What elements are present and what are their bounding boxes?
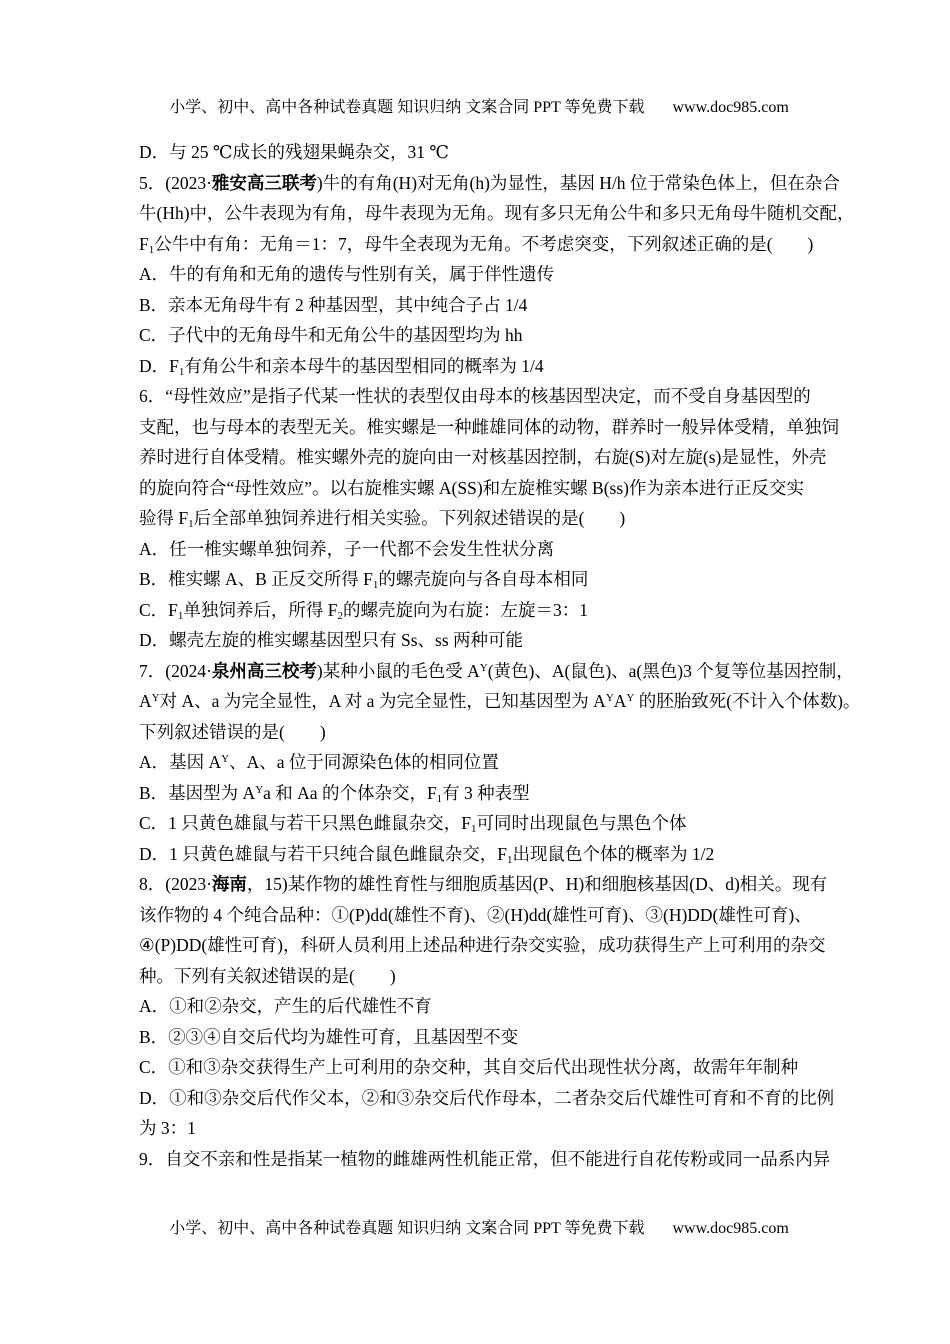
text-line <box>139 747 899 778</box>
text-line <box>139 351 899 382</box>
text-run: )某种小鼠的毛色受 A <box>316 660 480 681</box>
text-run: F <box>139 233 149 254</box>
text-run: A <box>613 691 627 711</box>
text-run: 单独饲养后，所得 F <box>183 599 338 620</box>
text-run: 的螺壳旋向为右旋：左旋＝3：1 <box>343 599 589 620</box>
text-line <box>139 686 899 717</box>
text-line <box>139 259 899 290</box>
bold-text: 泉州高三校考 <box>211 660 317 681</box>
text-line <box>139 991 899 1022</box>
text-line <box>139 381 899 412</box>
text-run: D．螺壳左旋的椎实螺基因型只有 Ss、ss 两种可能 <box>139 630 524 650</box>
text-line <box>139 1083 899 1114</box>
header-text: 小学、初中、高中各种试卷真题 知识归纳 文案合同 PPT 等免费下载 <box>169 99 645 116</box>
text-line <box>139 717 899 748</box>
text-line <box>139 1052 899 1083</box>
superscript-text: Y <box>255 783 264 796</box>
text-run: C．1 只黄色雄鼠与若干只黑色雌鼠杂交，F <box>139 813 472 833</box>
text-run: 的胚胎致死(不计入个体数)。 <box>634 691 861 711</box>
text-run: 7．(2024· <box>139 660 212 681</box>
text-line <box>139 290 899 321</box>
text-run: 种。下列有关叙述错误的是( ) <box>139 965 396 986</box>
text-run: A．①和②杂交，产生的后代雄性不育 <box>139 996 432 1016</box>
text-run: 该作物的 4 个纯合品种：①(P)dd(雄性不育)、②(H)dd(雄性可育)、③(H)DD(雄性可育)、 <box>139 904 812 925</box>
text-line <box>139 1144 899 1175</box>
subscript-text: 1 <box>188 518 194 530</box>
text-line <box>139 930 899 961</box>
subscript-text: 1 <box>177 609 184 622</box>
text-run: 支配，也与母本的表型无关。椎实螺是一种雌雄同体的动物，群养时一般异体受精，单独饲 <box>139 416 839 437</box>
text-run: ，15)某作物的雄性育性与细胞质基因(P、H)和细胞核基因(D、d)相关。现有 <box>246 874 828 894</box>
text-line <box>139 808 899 839</box>
text-line <box>139 656 899 687</box>
text-run: D．1 只黄色雄鼠与若干只纯合鼠色雌鼠杂交，F <box>139 843 507 864</box>
text-line <box>139 320 899 351</box>
subscript-text: 1 <box>372 579 379 591</box>
subscript-text: 1 <box>178 365 185 378</box>
subscript-text: 1 <box>148 243 155 256</box>
text-run: 养时进行自体受精。椎实螺外壳的旋向由一对核基因控制，右旋(S)对左旋(s)是显性，外壳 <box>139 447 827 467</box>
subscript-text: 1 <box>507 853 513 866</box>
text-run: A．基因 A <box>139 752 222 772</box>
superscript-text: Y <box>479 661 488 674</box>
text-run: 出现鼠色个体的概率为 1/2 <box>512 843 715 864</box>
text-line <box>139 778 899 809</box>
text-run: (黄色)、A(鼠色)、a(黑色)3 个复等位基因控制， <box>487 660 854 681</box>
text-line <box>139 869 899 900</box>
text-line <box>139 625 899 656</box>
text-line <box>139 229 899 260</box>
superscript-text: Y <box>626 692 635 704</box>
text-line <box>139 137 899 168</box>
text-run: 公牛中有角：无角＝1：7，母牛全表现为无角。不考虑突变，下列叙述正确的是( ) <box>154 233 814 254</box>
page-footer <box>0 1184 950 1237</box>
text-run: 的螺壳旋向与各自母本相同 <box>378 569 589 589</box>
text-run: C．F <box>139 599 178 620</box>
page-header <box>0 63 950 116</box>
text-run: 可同时出现鼠色与黑色个体 <box>476 813 687 833</box>
text-run: 验得 F <box>139 508 189 528</box>
text-run: 牛(Hh)中，公牛表现为有角，母牛表现为无角。现有多只无角公牛和多只无角母牛随机交配， <box>139 203 855 223</box>
footer-text: 小学、初中、高中各种试卷真题 知识归纳 文案合同 PPT 等免费下载 <box>169 1220 645 1237</box>
text-line <box>139 900 899 931</box>
text-line <box>139 1113 899 1144</box>
text-run: C．子代中的无角母牛和无角公牛的基因型均为 hh <box>139 325 523 345</box>
text-line <box>139 198 899 229</box>
subscript-text: 2 <box>337 609 344 622</box>
footer-url: www.doc985.com <box>672 1220 789 1237</box>
text-line <box>139 168 899 199</box>
text-run: B．基因型为 A <box>139 782 256 803</box>
text-line <box>139 473 899 504</box>
subscript-text: 1 <box>436 792 443 805</box>
text-run: D．①和③杂交后代作父本，②和③杂交后代作母本，二者杂交后代雄性可育和不育的比例 <box>139 1087 835 1108</box>
text-run: A <box>139 691 152 711</box>
text-line <box>139 1022 899 1053</box>
bold-text: 雅安高三联考 <box>211 172 317 193</box>
text-run: D．与 25 ℃成长的残翅果蝇杂交，31 ℃ <box>139 142 449 162</box>
text-run: 、A、a 位于同源染色体的相同位置 <box>229 752 499 772</box>
text-line <box>139 839 899 870</box>
text-run: 有 3 种表型 <box>442 782 530 803</box>
text-line <box>139 442 899 473</box>
text-run: A．牛的有角和无角的遗传与性别有关，属于伴性遗传 <box>139 264 555 284</box>
text-line <box>139 961 899 992</box>
text-run: C．①和③杂交获得生产上可利用的杂交种，其自交后代出现性状分离，故需年年制种 <box>139 1057 799 1077</box>
superscript-text: Y <box>221 753 230 765</box>
header-url: www.doc985.com <box>672 99 789 116</box>
text-run: 5．(2023· <box>139 172 212 193</box>
text-run: ④(P)DD(雄性可育)，科研人员利用上述品种进行杂交实验，成功获得生产上可利用的杂交 <box>139 935 826 955</box>
text-run: A．任一椎实螺单独饲养，子一代都不会发生性状分离 <box>139 538 555 559</box>
text-run: 对 A、a 为完全显性，A 对 a 为完全显性，已知基因型为 A <box>159 691 606 711</box>
superscript-text: Y <box>605 692 614 704</box>
text-run: 有角公牛和亲本母牛的基因型相同的概率为 1/4 <box>184 355 544 376</box>
text-run: 6．“母性效应”是指子代某一性状的表型仅由母本的核基因型决定，而不受自身基因型的 <box>139 386 811 406</box>
text-run: 下列叙述错误的是( ) <box>139 721 326 742</box>
subscript-text: 1 <box>471 823 477 835</box>
bold-text: 海南 <box>211 874 247 894</box>
text-run: a 和 Aa 的个体杂交，F <box>263 782 437 803</box>
text-line <box>139 412 899 443</box>
text-run: 9．自交不亲和性是指某一植物的雌雄两性机能正常，但不能进行自花传粉或同一品系内异 <box>139 1148 831 1169</box>
text-run: B．②③④自交后代均为雄性可育，且基因型不变 <box>139 1026 519 1047</box>
text-line <box>139 503 899 534</box>
text-line <box>139 564 899 595</box>
text-run: D．F <box>139 355 179 376</box>
text-run: )牛的有角(H)对无角(h)为显性，基因 H/h 位于常染色体上，但在杂合 <box>316 172 840 193</box>
document-body <box>139 137 899 1174</box>
text-run: 为 3：1 <box>139 1118 196 1138</box>
text-line <box>139 534 899 565</box>
text-run: B．椎实螺 A、B 正反交所得 F <box>139 569 373 589</box>
text-run: B．亲本无角母牛有 2 种基因型，其中纯合子占 1/4 <box>139 294 528 315</box>
text-run: 后全部单独饲养进行相关实验。下列叙述错误的是( ) <box>193 508 626 528</box>
text-line <box>139 595 899 626</box>
text-run: 8．(2023· <box>139 874 212 894</box>
text-run: 的旋向符合“母性效应”。以右旋椎实螺 A(SS)和左旋椎实螺 B(ss)作为亲本进行正反交实 <box>139 477 804 498</box>
superscript-text: Y <box>151 692 160 704</box>
